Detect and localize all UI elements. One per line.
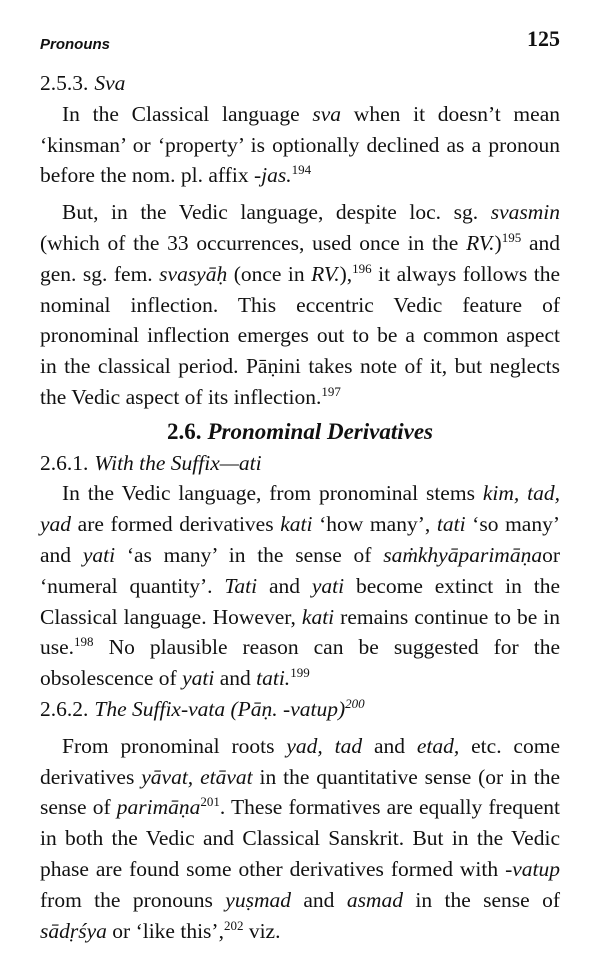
subheading-2-6-2	[40, 694, 560, 725]
italic-term: sādṛśya	[40, 918, 107, 943]
italic-term: RV.	[311, 261, 340, 286]
text-run: in the sense of	[402, 887, 561, 912]
text-run: are formed derivatives	[71, 512, 281, 537]
paragraph-sva-classical	[40, 99, 560, 191]
text-run: (once in	[227, 261, 312, 286]
footnote-ref: 194	[291, 162, 312, 178]
italic-term: kim, tad, yad	[40, 481, 560, 537]
italic-term: svasyāḥ	[159, 261, 228, 286]
subheading-title: Sva	[94, 71, 126, 95]
italic-term: tati	[436, 512, 466, 537]
page-header	[40, 24, 560, 54]
subheading-title-text: The Suffix-vata (Pāṇ. -vatup)	[94, 696, 346, 721]
text-run: . These formatives are equally frequent in both the Vedic and Classical Sanskrit. But in the Vedic phase are found some other derivatives formed with	[40, 795, 561, 881]
text-run: No plausible reason can be suggested for the obsolescence of	[40, 635, 560, 691]
text-run: ‘so many’ and	[40, 512, 561, 567]
section-number: 2.6.	[166, 418, 202, 444]
text-run: or ‘numeral quantity’.	[40, 542, 561, 598]
text-run: and	[362, 733, 417, 758]
italic-term: RV.	[466, 230, 495, 255]
italic-term: kati	[280, 512, 313, 537]
italic-term: yati	[82, 542, 116, 567]
section-title: Pronominal Derivatives	[207, 418, 434, 444]
text-run: when it doesn’t mean ‘kinsman’ or ‘property’ is optionally declined as a pronoun before the nom. pl. affix	[40, 101, 560, 188]
italic-term: etad,	[416, 733, 460, 758]
text-run: in the quantitative sense (or in the sense of	[40, 764, 561, 820]
italic-term: yati	[182, 666, 215, 691]
text-run: But, in the Vedic language, despite loc. sg.	[62, 200, 491, 225]
subheading-number: 2.6.2.	[40, 696, 89, 721]
italic-term: kati	[301, 604, 335, 629]
text-run: remains continue to be in use.	[40, 604, 560, 660]
footnote-ref: 198	[74, 634, 94, 650]
text-run: In the Vedic language, from pronominal stems	[62, 481, 483, 506]
text-run: it always follows the nominal inflection. This eccentric Vedic feature of pronominal inflection emerges out to be a common aspect in the classical period. Pāṇini takes note of it, but neglects the Vedic aspect of its inflection.	[40, 261, 560, 409]
italic-term: yati	[311, 573, 345, 598]
italic-term: yad, tad	[286, 733, 363, 758]
italic-term: -vatup	[505, 856, 560, 881]
text-run: and gen. sg. fem.	[40, 230, 561, 286]
running-head: Pronouns	[40, 36, 110, 53]
subheading-2-5-3	[40, 68, 560, 99]
footnote-ref: 195	[501, 229, 522, 245]
text-run: ),	[339, 261, 353, 286]
footnote-ref: 197	[321, 383, 341, 399]
subheading-number: 2.5.3.	[40, 71, 89, 95]
text-run: ‘how many’,	[312, 512, 437, 537]
paragraph-suffix-vata	[40, 731, 560, 947]
footnote-ref: 202	[223, 917, 244, 933]
text-run: (which of the 33 occurrences, used once in the	[40, 230, 467, 255]
italic-term: parimāṇa	[116, 795, 201, 820]
text-run: and	[290, 887, 347, 912]
footnote-ref: 196	[352, 260, 372, 276]
subheading-title	[94, 697, 364, 721]
subheading-number: 2.6.1.	[40, 450, 89, 475]
italic-term: tati.	[256, 666, 291, 691]
footnote-ref: 199	[290, 665, 310, 681]
text-run: )	[494, 230, 502, 255]
text-run: ‘as many’ in the sense of	[115, 542, 384, 567]
italic-term: yuṣmad	[225, 887, 291, 912]
paragraph-suffix-ati	[40, 478, 560, 694]
italic-term: asmad	[346, 887, 403, 912]
text-run: viz.	[243, 918, 281, 943]
italic-term: Tati	[224, 573, 258, 598]
text-run: or ‘like this’,	[106, 918, 224, 943]
text-run: become extinct in the Classical language. However,	[40, 573, 560, 629]
text-run: etc. come derivatives	[40, 733, 560, 789]
subheading-title: With the Suffix—ati	[94, 450, 262, 475]
italic-term: yāvat, etāvat	[141, 764, 253, 789]
text-run: In the Classical language	[62, 101, 313, 126]
footnote-ref: 200	[345, 695, 365, 711]
italic-term: saṁkhyāparimāṇa	[383, 542, 543, 567]
subheading-2-6-1	[40, 448, 560, 479]
page-number: 125	[527, 26, 560, 51]
text-run: From pronominal roots	[62, 733, 287, 758]
text-run: and	[257, 573, 312, 598]
section-heading-2-6	[40, 417, 560, 448]
footnote-ref: 201	[200, 794, 220, 810]
text-run: and	[214, 666, 257, 691]
text-run: from the pronouns	[40, 887, 226, 912]
italic-term: -jas.	[253, 163, 292, 188]
page-body	[40, 68, 560, 946]
italic-term: sva	[312, 101, 342, 126]
paragraph-sva-vedic	[40, 197, 560, 413]
italic-term: svasmin	[490, 200, 560, 225]
